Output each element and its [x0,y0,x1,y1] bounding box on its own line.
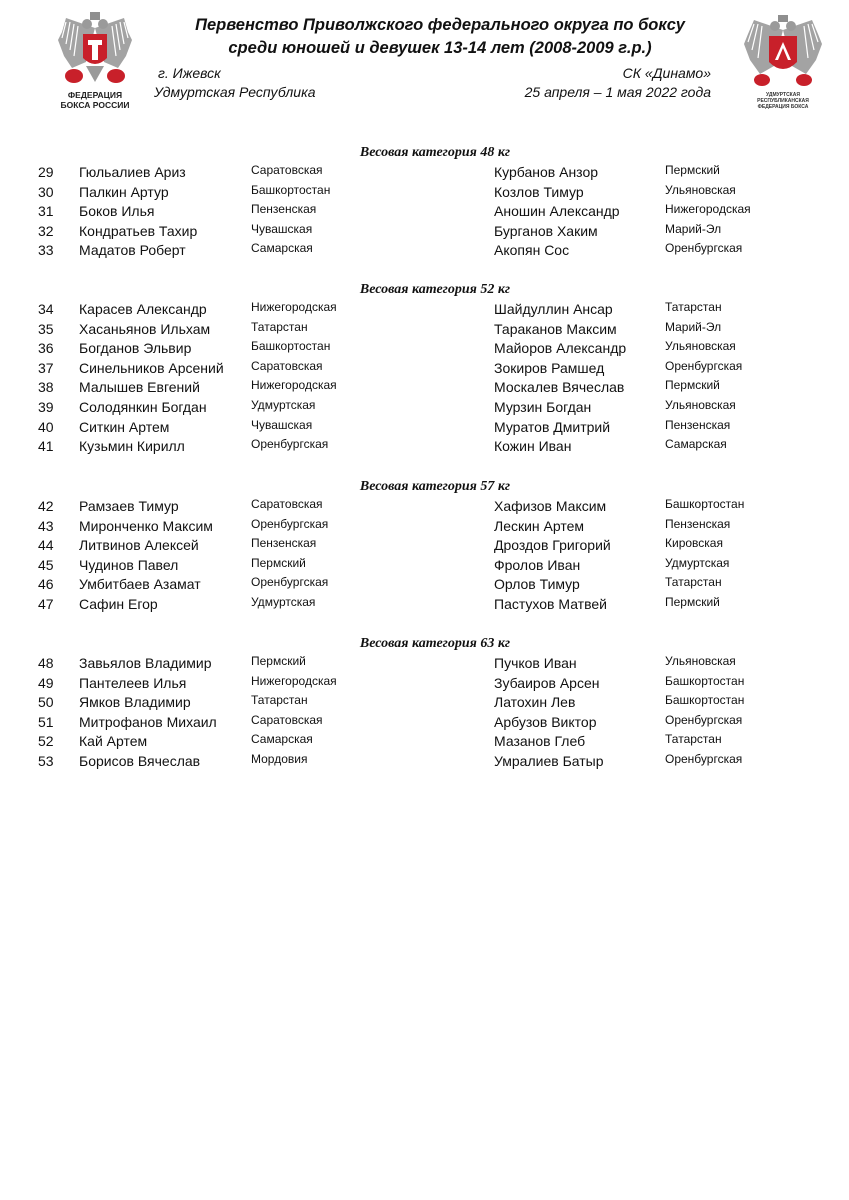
blue-corner-boxer: Курбанов Анзор [494,164,599,180]
red-corner-boxer: Боков Илья [79,203,155,219]
logo-caption-line: ФЕДЕРАЦИЯ БОКСА [757,104,809,110]
city: г. Ижевск [158,65,221,81]
blue-corner-region: Пермский [665,595,720,609]
blue-corner-boxer: Козлов Тимур [494,184,584,200]
blue-corner-region: Оренбургская [665,241,743,255]
red-corner-boxer: Рамзаев Тимур [79,498,179,514]
venue: СК «Динамо» [622,65,711,81]
eagle-emblem-icon [52,10,138,90]
bout-number: 31 [38,203,54,219]
bout-row [0,673,849,693]
red-corner-region: Пензенская [251,536,317,550]
blue-corner-boxer: Тараканов Максим [494,321,617,337]
document-title: Первенство Приволжского федерального округа по боксу [195,16,685,34]
blue-corner-boxer: Аношин Александр [494,203,620,219]
bout-number: 42 [38,498,54,514]
red-corner-region: Татарстан [251,693,308,707]
blue-corner-boxer: Зокиров Рамшед [494,360,605,376]
blue-corner-boxer: Бурганов Хаким [494,223,598,239]
bout-row [0,182,849,202]
bout-number: 47 [38,596,54,612]
blue-corner-region: Кировская [665,536,723,550]
red-corner-boxer: Кондратьев Тахир [79,223,198,239]
bout-row [0,338,849,358]
eagle-emblem-icon [740,14,826,90]
bout-number: 30 [38,184,54,200]
blue-corner-boxer: Кожин Иван [494,438,572,454]
blue-corner-region: Татарстан [665,575,722,589]
bout-row [0,535,849,555]
bout-row [0,377,849,397]
red-corner-boxer: Мадатов Роберт [79,242,186,258]
blue-corner-boxer: Хафизов Максим [494,498,607,514]
red-corner-region: Удмуртская [251,398,316,412]
bout-number: 46 [38,576,54,592]
bout-row [0,299,849,319]
bout-row [0,201,849,221]
blue-corner-region: Марий-Эл [665,320,722,334]
red-corner-boxer: Умбитбаев Азамат [79,576,201,592]
red-corner-boxer: Сафин Егор [79,596,158,612]
bout-row [0,358,849,378]
logo-caption: ФЕДЕРАЦИЯ [67,90,123,100]
red-corner-boxer: Карасев Александр [79,301,207,317]
red-corner-region: Чувашская [251,418,313,432]
red-corner-region: Башкортостан [251,183,331,197]
blue-corner-boxer: Латохин Лев [494,694,576,710]
bout-number: 39 [38,399,54,415]
red-corner-region: Нижегородская [251,300,337,314]
blue-corner-region: Марий-Эл [665,222,722,236]
red-corner-boxer: Пантелеев Илья [79,675,187,691]
red-corner-region: Оренбургская [251,575,329,589]
red-corner-region: Нижегородская [251,378,337,392]
red-corner-region: Пермский [251,654,306,668]
bout-row [0,516,849,536]
bout-row [0,240,849,260]
blue-corner-region: Пермский [665,163,720,177]
bout-row [0,417,849,437]
blue-corner-boxer: Мазанов Глеб [494,733,586,749]
blue-corner-boxer: Шайдуллин Ансар [494,301,613,317]
bout-row [0,221,849,241]
blue-corner-region: Татарстан [665,732,722,746]
red-corner-boxer: Митрофанов Михаил [79,714,217,730]
category-heading: Весовая категория 57 кг [359,479,511,494]
bout-row [0,319,849,339]
red-corner-boxer: Кузьмин Кирилл [79,438,185,454]
red-corner-region: Саратовская [251,713,323,727]
bout-number: 48 [38,655,54,671]
bout-row [0,555,849,575]
red-corner-boxer: Гюльалиев Ариз [79,164,186,180]
red-corner-region: Саратовская [251,359,323,373]
blue-corner-boxer: Акопян Сос [494,242,570,258]
bout-number: 29 [38,164,54,180]
blue-corner-region: Башкортостан [665,674,745,688]
blue-corner-region: Ульяновская [665,398,736,412]
bout-number: 40 [38,419,54,435]
blue-corner-region: Башкортостан [665,693,745,707]
red-corner-region: Самарская [251,732,313,746]
blue-corner-boxer: Муратов Дмитрий [494,419,611,435]
blue-corner-region: Татарстан [665,300,722,314]
bout-row [0,162,849,182]
red-corner-boxer: Синельников Арсений [79,360,224,376]
logo-caption: БОКСА РОССИИ [60,100,130,110]
category-heading: Весовая категория 63 кг [359,636,511,651]
blue-corner-boxer: Фролов Иван [494,557,581,573]
bout-number: 43 [38,518,54,534]
bout-row [0,496,849,516]
blue-corner-boxer: Москалев Вячеслав [494,379,625,395]
blue-corner-region: Пензенская [665,517,731,531]
bout-number: 49 [38,675,54,691]
bout-number: 51 [38,714,54,730]
bout-number: 32 [38,223,54,239]
blue-corner-boxer: Лескин Артем [494,518,585,534]
red-corner-boxer: Литвинов Алексей [79,537,199,553]
blue-corner-boxer: Пучков Иван [494,655,577,671]
red-corner-region: Татарстан [251,320,308,334]
blue-corner-boxer: Майоров Александр [494,340,627,356]
red-corner-region: Саратовская [251,497,323,511]
bout-number: 37 [38,360,54,376]
red-corner-region: Чувашская [251,222,313,236]
red-corner-region: Пермский [251,556,306,570]
red-corner-boxer: Ямков Владимир [79,694,191,710]
bout-row [0,574,849,594]
bout-row [0,712,849,732]
federation-logo [52,10,138,110]
red-corner-region: Саратовская [251,163,323,177]
red-corner-boxer: Ситкин Артем [79,419,170,435]
blue-corner-boxer: Орлов Тимур [494,576,580,592]
red-corner-boxer: Чудинов Павел [79,557,179,573]
red-corner-region: Башкортостан [251,339,331,353]
blue-corner-region: Пензенская [665,418,731,432]
bout-row [0,397,849,417]
document-subtitle: среди юношей и девушек 13-14 лет (2008-2009 г.р.) [228,39,652,57]
blue-corner-region: Ульяновская [665,183,736,197]
logo-caption-line: УДМУРТСКАЯ РЕСПУБЛИКАНСКАЯ [757,92,809,104]
regional-federation-logo [740,14,826,114]
bout-number: 35 [38,321,54,337]
bout-number: 52 [38,733,54,749]
blue-corner-region: Нижегородская [665,202,751,216]
red-corner-boxer: Палкин Артур [79,184,169,200]
bout-row [0,436,849,456]
blue-corner-boxer: Арбузов Виктор [494,714,597,730]
red-corner-boxer: Борисов Вячеслав [79,753,201,769]
blue-corner-region: Башкортостан [665,497,745,511]
bout-row [0,594,849,614]
bout-row [0,731,849,751]
blue-corner-region: Удмуртская [665,556,730,570]
red-corner-region: Самарская [251,241,313,255]
bout-row [0,653,849,673]
red-corner-boxer: Богданов Эльвир [79,340,192,356]
blue-corner-region: Оренбургская [665,359,743,373]
blue-corner-region: Оренбургская [665,713,743,727]
blue-corner-boxer: Дроздов Григорий [494,537,611,553]
red-corner-boxer: Кай Артем [79,733,148,749]
dates: 25 апреля – 1 мая 2022 года [524,84,711,100]
bout-number: 44 [38,537,54,553]
logo-caption [740,92,826,110]
bout-number: 34 [38,301,54,317]
blue-corner-boxer: Зубаиров Арсен [494,675,600,691]
bout-number: 41 [38,438,54,454]
red-corner-region: Оренбургская [251,437,329,451]
blue-corner-region: Самарская [665,437,727,451]
red-corner-boxer: Солодянкин Богдан [79,399,207,415]
red-corner-boxer: Завьялов Владимир [79,655,212,671]
blue-corner-boxer: Пастухов Матвей [494,596,607,612]
blue-corner-boxer: Мурзин Богдан [494,399,592,415]
category-heading: Весовая категория 52 кг [359,282,511,297]
bout-number: 53 [38,753,54,769]
bout-row [0,751,849,771]
region: Удмуртская Республика [154,84,316,100]
red-corner-boxer: Малышев Евгений [79,379,200,395]
blue-corner-region: Оренбургская [665,752,743,766]
blue-corner-boxer: Умралиев Батыр [494,753,604,769]
category-heading: Весовая категория 48 кг [359,145,511,160]
blue-corner-region: Ульяновская [665,654,736,668]
red-corner-boxer: Хасаньянов Ильхам [79,321,211,337]
red-corner-region: Мордовия [251,752,308,766]
blue-corner-region: Пермский [665,378,720,392]
red-corner-region: Нижегородская [251,674,337,688]
bout-number: 38 [38,379,54,395]
bout-number: 50 [38,694,54,710]
bout-number: 36 [38,340,54,356]
red-corner-region: Оренбургская [251,517,329,531]
red-corner-boxer: Миронченко Максим [79,518,213,534]
bout-number: 45 [38,557,54,573]
red-corner-region: Удмуртская [251,595,316,609]
bout-row [0,692,849,712]
blue-corner-region: Ульяновская [665,339,736,353]
bout-number: 33 [38,242,54,258]
red-corner-region: Пензенская [251,202,317,216]
